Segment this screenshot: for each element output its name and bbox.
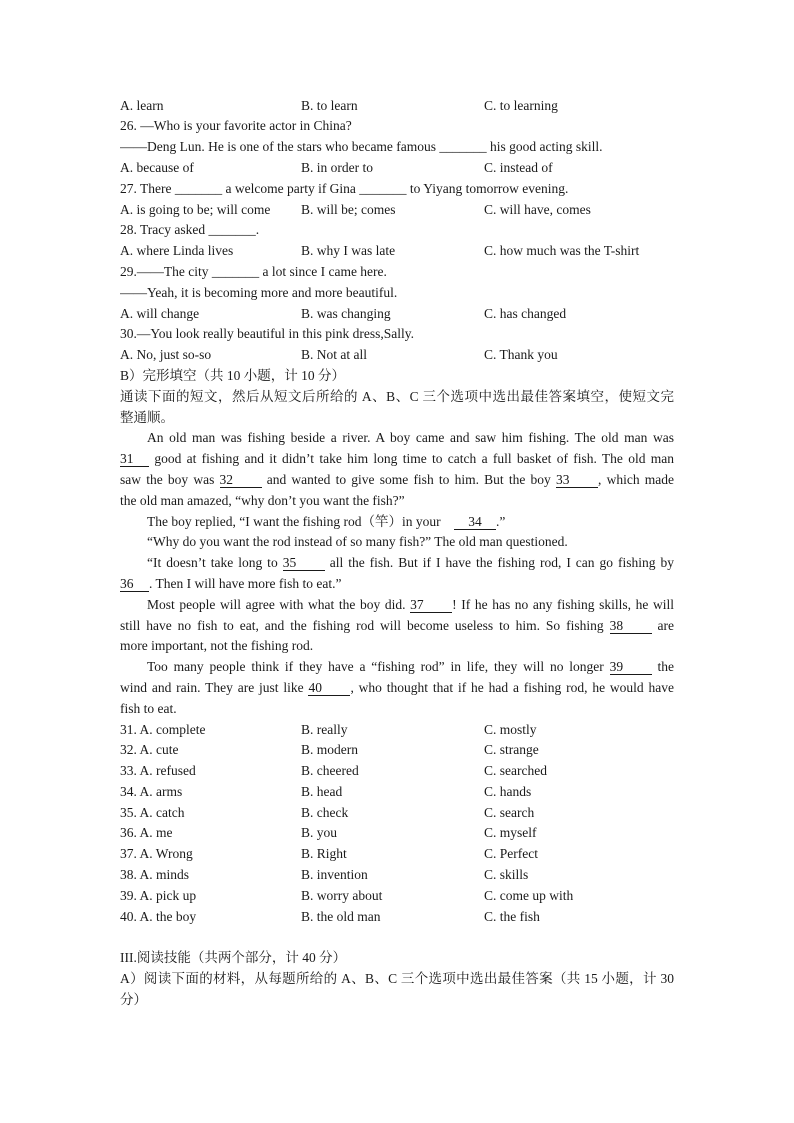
passage-text: the (657, 659, 674, 675)
passage-text: , which made (598, 471, 674, 487)
cloze-options-38 (120, 865, 674, 886)
passage-text: , who thought that if he had a fishing rod, he would have (350, 679, 674, 695)
passage-text: “It doesn’t take long to (147, 555, 278, 571)
passage-line (120, 553, 674, 574)
option-c: C. searched (484, 763, 547, 779)
option-b: B. worry about (301, 887, 383, 903)
blank-36: 36 (120, 577, 149, 592)
option-a: 33. A. refused (120, 763, 196, 779)
question-28-options (120, 241, 674, 262)
blank-37: 37 (410, 598, 452, 613)
blank-38: 38 (610, 619, 652, 634)
reading-heading: III.阅读技能（共两个部分，计 40 分） (120, 950, 347, 966)
option-b: B. the old man (301, 908, 381, 924)
passage-line (120, 678, 674, 699)
option-b: B. you (301, 825, 338, 841)
option-c: C. Perfect (484, 846, 538, 862)
option-c: C. has changed (484, 305, 567, 321)
question-29-stem: 29.——The city _______ a lot since I came here. (120, 263, 387, 279)
passage-text: An old man was fishing beside a river. A boy came and saw him fishing. The old man was (147, 430, 674, 446)
passage-line (120, 428, 674, 449)
cloze-options-31 (120, 720, 674, 741)
option-b: B. invention (301, 867, 368, 883)
option-c: C. will have, comes (484, 201, 591, 217)
option-b: B. was changing (301, 305, 391, 321)
question-25-options (120, 96, 674, 117)
cloze-instructions-line-1: 通读下面的短文，然后从短文后所给的 A、B、C 三个选项中选出最佳答案填空，使短文完 (120, 388, 674, 404)
question-26-options (120, 158, 674, 179)
passage-text: the old man amazed, “why don’t you want the fish?” (120, 492, 405, 508)
passage-line (120, 595, 674, 616)
option-c: C. strange (484, 742, 539, 758)
option-c: C. hands (484, 783, 532, 799)
passage-line (120, 657, 674, 678)
option-a: A. is going to be; will come (120, 201, 271, 217)
cloze-options-33 (120, 761, 674, 782)
option-b: B. to learn (301, 97, 358, 113)
option-a: 31. A. complete (120, 721, 206, 737)
question-29-reply: ——Yeah, it is becoming more and more beautiful. (120, 284, 398, 300)
option-c: C. mostly (484, 721, 537, 737)
passage-line (120, 449, 674, 470)
option-b: B. head (301, 783, 343, 799)
section-spacer (120, 927, 674, 948)
question-27-stem: 27. There _______ a welcome party if Gina _______ to Yiyang tomorrow evening. (120, 180, 569, 196)
cloze-options-34 (120, 782, 674, 803)
option-a: 32. A. cute (120, 742, 179, 758)
cloze-instructions-line-2: 整通顺。 (120, 409, 174, 425)
passage-line (120, 512, 674, 533)
option-b: B. modern (301, 742, 358, 758)
passage-text: . Then I will have more fish to eat.” (149, 575, 342, 591)
question-27-options (120, 200, 674, 221)
option-b: B. why I was late (301, 243, 396, 259)
option-a: A. because of (120, 159, 194, 175)
passage-text: are (657, 617, 674, 633)
blank-40: 40 (308, 681, 350, 696)
cloze-options-36 (120, 823, 674, 844)
option-a: 35. A. catch (120, 804, 185, 820)
question-29-options (120, 304, 674, 325)
option-c: C. to learning (484, 97, 558, 113)
cloze-options-39 (120, 886, 674, 907)
cloze-options-35 (120, 803, 674, 824)
blank-39: 39 (610, 660, 652, 675)
passage-text: fish to eat. (120, 700, 177, 716)
option-b: B. cheered (301, 763, 359, 779)
option-c: C. instead of (484, 159, 553, 175)
option-c: C. myself (484, 825, 537, 841)
blank-35: 35 (283, 556, 325, 571)
passage-text: good at fishing and it didn’t take him long time to catch a full basket of fish. The old man (154, 451, 674, 467)
option-a: 40. A. the boy (120, 908, 197, 924)
passage-text: Most people will agree with what the boy did. (147, 596, 406, 612)
option-a: 36. A. me (120, 825, 173, 841)
passage-text: “Why do you want the rod instead of so many fish?” The old man questioned. (147, 534, 568, 550)
passage-line (120, 616, 674, 637)
passage-line (120, 532, 674, 553)
option-b: B. Not at all (301, 347, 367, 363)
option-a: 39. A. pick up (120, 887, 197, 903)
option-c: C. Thank you (484, 347, 558, 363)
option-a: A. No, just so-so (120, 347, 212, 363)
question-26-reply: ——Deng Lun. He is one of the stars who became famous _______ his good acting skill. (120, 139, 603, 155)
option-b: B. check (301, 804, 349, 820)
passage-text: all the fish. But if I have the fishing rod, I can go fishing by (329, 555, 674, 571)
passage-text: Too many people think if they have a “fishing rod” in life, they will no longer (147, 659, 604, 675)
passage-text: still have no fish to eat, and the fishing rod will become useless to him. So fishing (120, 617, 604, 633)
cloze-options-40 (120, 907, 674, 928)
option-a: 34. A. arms (120, 783, 183, 799)
option-a: A. where Linda lives (120, 243, 234, 259)
question-30-stem: 30.—You look really beautiful in this pink dress,Sally. (120, 326, 414, 342)
option-b: B. Right (301, 846, 347, 862)
option-c: C. skills (484, 867, 529, 883)
blank-32: 32 (220, 473, 262, 488)
passage-line (120, 699, 674, 720)
option-b: B. really (301, 721, 348, 737)
option-c: C. how much was the T-shirt (484, 243, 640, 259)
option-c: C. come up with (484, 887, 574, 903)
passage-line (120, 470, 674, 491)
passage-text: wind and rain. They are just like (120, 679, 304, 695)
option-c: C. search (484, 804, 535, 820)
passage-text: .” (495, 513, 506, 529)
exam-page (120, 96, 674, 1011)
blank-34: 34 (454, 515, 496, 530)
cloze-heading: B）完形填空（共 10 小题，计 10 分） (120, 367, 346, 383)
option-b: B. in order to (301, 159, 373, 175)
option-c: C. the fish (484, 908, 540, 924)
passage-text: The boy replied, “I want the fishing rod（竿）in your (147, 513, 441, 529)
passage-text: saw the boy was (120, 471, 215, 487)
passage-text: more important, not the fishing rod. (120, 638, 314, 654)
reading-instructions-line-2: 分） (120, 991, 147, 1007)
passage-text: ! If he has no any fishing skills, he will (452, 596, 674, 612)
blank-33: 33 (556, 473, 598, 488)
option-a: 38. A. minds (120, 867, 190, 883)
passage-line (120, 574, 674, 595)
question-28-stem: 28. Tracy asked _______. (120, 222, 260, 238)
passage-text: and wanted to give some fish to him. But the boy (266, 471, 551, 487)
option-b: B. will be; comes (301, 201, 396, 217)
question-26-stem: 26. —Who is your favorite actor in China? (120, 118, 352, 134)
option-a: A. learn (120, 97, 164, 113)
question-30-options (120, 345, 674, 366)
passage-line (120, 491, 674, 512)
reading-instructions-line-1: A）阅读下面的材料，从每题所给的 A、B、C 三个选项中选出最佳答案（共 15 小题，计 30 (120, 971, 674, 987)
option-a: 37. A. Wrong (120, 846, 193, 862)
cloze-options-32 (120, 740, 674, 761)
cloze-options-37 (120, 844, 674, 865)
passage-line (120, 636, 674, 657)
blank-31: 31 (120, 452, 149, 467)
option-a: A. will change (120, 305, 200, 321)
